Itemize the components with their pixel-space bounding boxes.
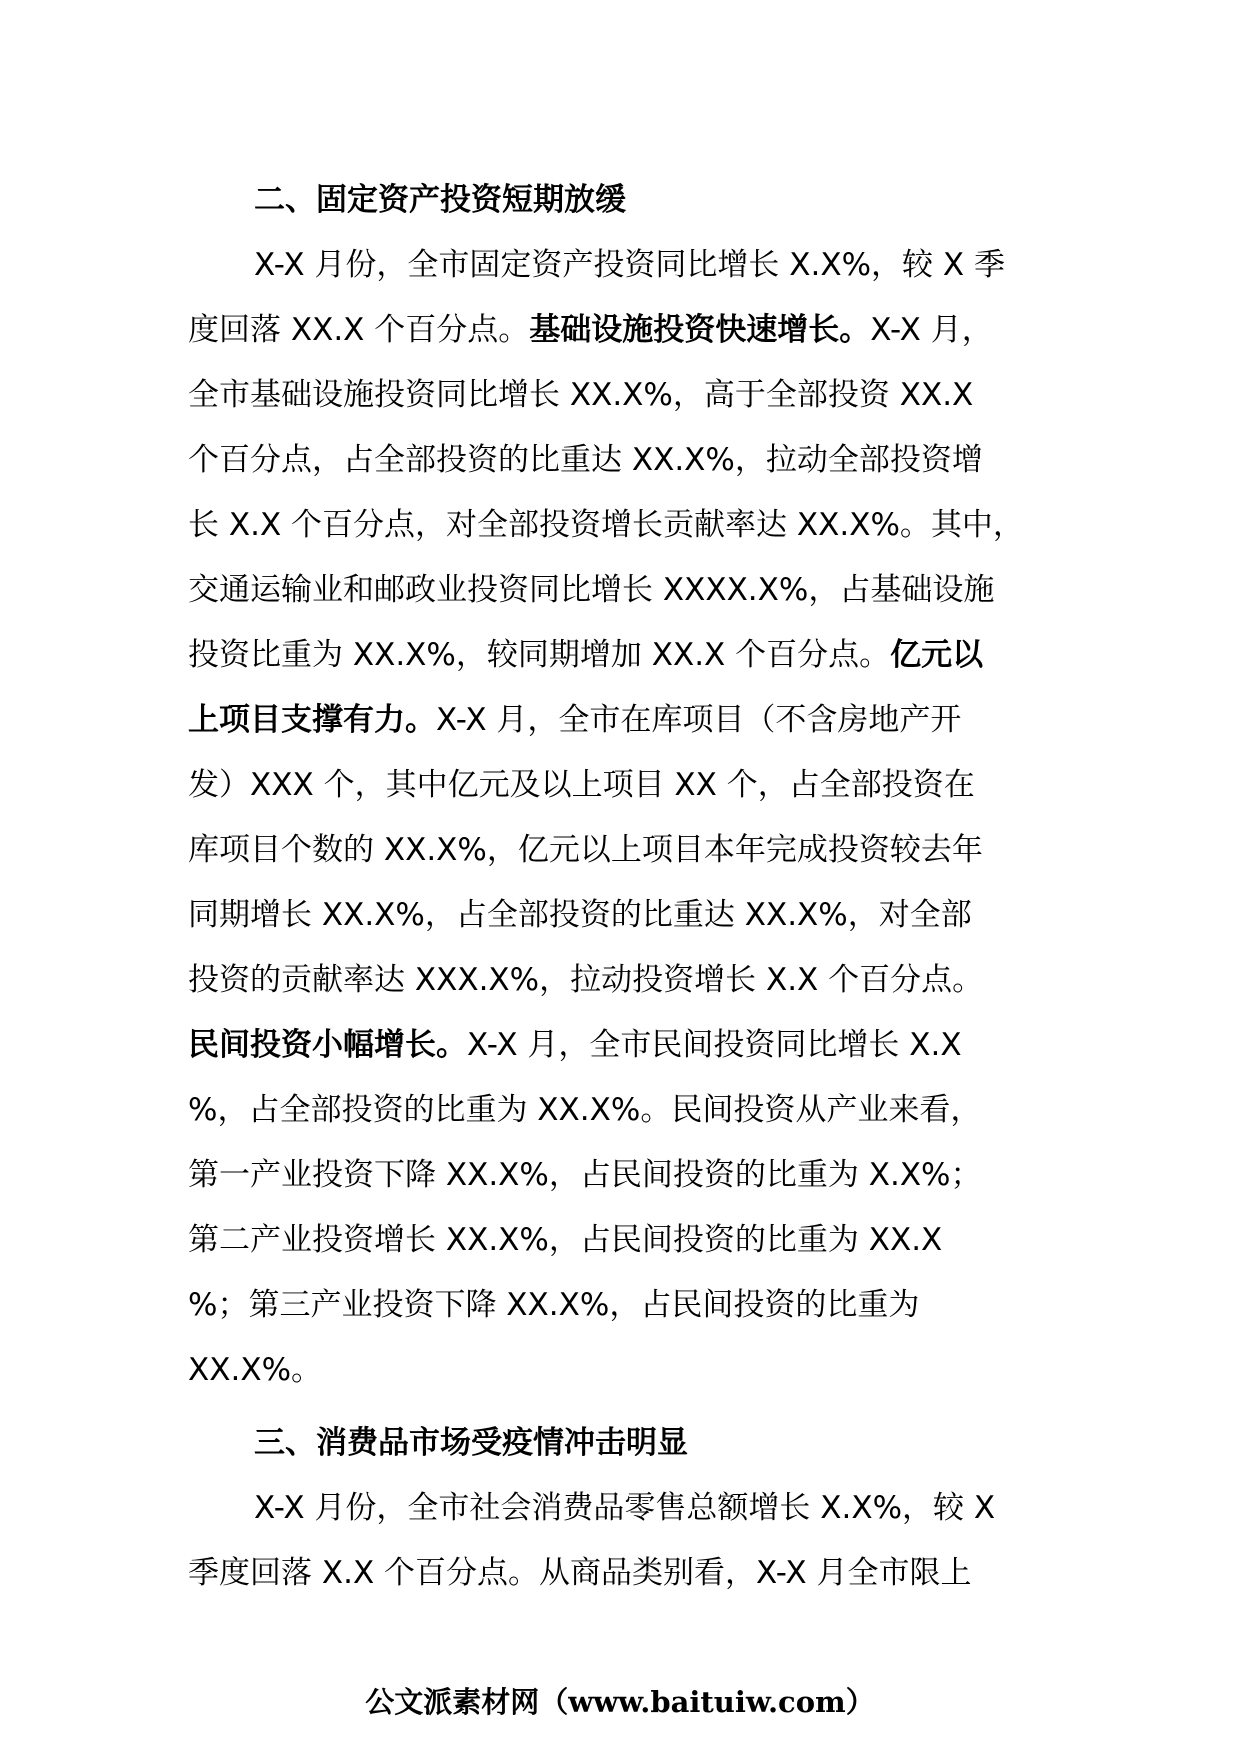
paragraph-line: XX.X%。 (188, 1352, 323, 1388)
text-run: X-X 月，全市民间投资同比增长 X.X (467, 1027, 962, 1063)
text-run: X-X 月， (870, 312, 993, 348)
paragraph-line: 全市基础设施投资同比增长 XX.X%，高于全部投资 XX.X (188, 377, 974, 413)
section-heading: 二、固定资产投资短期放缓 (254, 182, 626, 218)
section-spacer (188, 1403, 1068, 1411)
paragraph-line (188, 298, 1068, 363)
page-footer: 公文派素材网（www.baituiw.com） (365, 1685, 875, 1719)
paragraph-line: 个百分点，占全部投资的比重达 XX.X%，拉动全部投资增 (188, 442, 983, 478)
paragraph-line: 库项目个数的 XX.X%，亿元以上项目本年完成投资较去年 (188, 832, 983, 868)
paragraph-line: 交通运输业和邮政业投资同比增长 XXXX.X%，占基础设施 (188, 572, 995, 608)
paragraph-line: 第一产业投资下降 XX.X%，占民间投资的比重为 X.X%； (188, 1157, 982, 1193)
paragraph-line: 长 X.X 个百分点，对全部投资增长贡献率达 XX.X%。其中， (188, 507, 1024, 543)
bold-subheading: 上项目支撑有力。 (188, 702, 436, 738)
bold-subheading: 基础设施投资快速增长。 (529, 312, 871, 348)
paragraph-line: 投资的贡献率达 XXX.X%，拉动投资增长 X.X 个百分点。 (188, 962, 984, 998)
paragraph-line: 第二产业投资增长 XX.X%，占民间投资的比重为 XX.X (188, 1222, 943, 1258)
paragraph-line (188, 1013, 1068, 1078)
bold-subheading: 民间投资小幅增长。 (188, 1027, 467, 1063)
text-run: 投资比重为 XX.X%，较同期增加 XX.X 个百分点。 (188, 637, 891, 673)
text-run: X-X 月，全市在库项目（不含房地产开 (436, 702, 962, 738)
paragraph-line: %，占全部投资的比重为 XX.X%。民间投资从产业来看， (188, 1092, 982, 1128)
paragraph-line: 季度回落 X.X 个百分点。从商品类别看，X-X 月全市限上 (188, 1555, 972, 1591)
bold-subheading: 亿元以 (890, 637, 984, 673)
section-heading: 三、消费品市场受疫情冲击明显 (254, 1425, 688, 1461)
paragraph-line: X-X 月份，全市社会消费品零售总额增长 X.X%，较 X (254, 1490, 996, 1526)
paragraph-line: X-X 月份，全市固定资产投资同比增长 X.X%，较 X 季 (254, 247, 1006, 283)
text-run: 度回落 XX.X 个百分点。 (188, 312, 530, 348)
paragraph-line (188, 688, 1068, 753)
paragraph-line (188, 623, 1068, 688)
paragraph-line: 发）XXX 个，其中亿元及以上项目 XX 个，占全部投资在 (188, 767, 975, 803)
paragraph-line: 同期增长 XX.X%，占全部投资的比重达 XX.X%，对全部 (188, 897, 972, 933)
document-body (188, 168, 1068, 1606)
paragraph-line: %；第三产业投资下降 XX.X%，占民间投资的比重为 (188, 1287, 920, 1323)
